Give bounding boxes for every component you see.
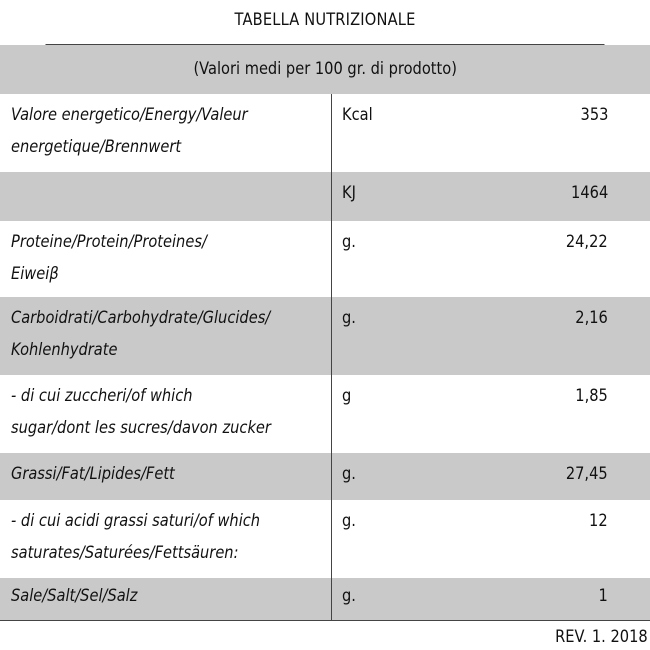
revision-label: REV. 1. 2018 [555,627,648,647]
nutrient-name-line-1: Proteine/Protein/Proteines/ [11,232,207,252]
nutrient-name [11,99,295,163]
nutrient-value-text: 2,16 [575,308,608,328]
nutrient-name [11,380,295,444]
table-row-carbohydrate [0,297,650,375]
table-row-salt [0,578,650,620]
nutrient-value-text: 1 [598,586,608,606]
nutrient-name-line-1: Grassi/Fat/Lipides/Fett [11,464,175,484]
nutrient-value [586,505,608,537]
nutrient-unit [331,221,491,297]
nutrient-name-line-2: Kohlenhydrate [11,340,118,360]
nutrient-unit-text: g [342,386,352,406]
nutrient-unit-text: g. [342,511,356,531]
nutrient-value [559,458,608,490]
nutrient-value-text: 27,45 [566,464,608,484]
table-row-sugars [0,375,650,453]
table-row-saturates [0,500,650,578]
nutrient-value-text: 12 [589,511,608,531]
nutrient-unit [331,500,491,578]
nutrient-value-text: 1464 [570,183,608,203]
nutrient-value-text: 24,22 [566,232,608,252]
nutrient-value [559,226,608,258]
table-row-protein [0,221,650,297]
nutrient-value [576,99,608,131]
nutrient-value [570,380,608,412]
nutrient-unit-text: Kcal [342,105,373,125]
nutrient-unit-text: g. [342,232,356,252]
nutrient-unit [331,172,491,221]
nutrient-name [11,226,295,290]
nutrient-unit [331,578,491,620]
nutrient-name-line-1: Sale/Salt/Sel/Salz [11,586,138,606]
nutrient-name [11,580,295,612]
nutrient-name-line-1: - di cui zuccheri/of which [11,386,193,406]
nutrient-unit [331,453,491,500]
nutrient-name-line-2: Eiweiβ [11,264,59,284]
nutrient-value [597,580,608,612]
nutrient-name-line-2: energetique/Brennwert [11,137,182,157]
table-row-energy-kcal [0,94,650,172]
nutrient-name [11,505,295,569]
table-title: TABELLA NUTRIZIONALE [46,0,605,45]
nutrient-name-line-1: Carboidrati/Carbohydrate/Glucides/ [11,308,271,328]
table-row-fat [0,453,650,500]
nutrient-value-text: 1,85 [575,386,608,406]
nutrient-unit-text: KJ [342,183,356,203]
nutrient-name [11,302,295,366]
nutrient-unit [331,94,491,172]
nutrient-name-line-2: saturates/Saturées/Fettsäuren: [11,543,239,563]
nutrient-unit-text: g. [342,586,356,606]
table-row-energy-kj [0,172,650,221]
nutrient-value [565,177,608,209]
nutrient-name-line-1: - di cui acidi grassi saturi/of which [11,511,261,531]
nutrient-value-text: 353 [580,105,608,125]
nutrient-name-line-1: Valore energetico/Energy/Valeur [11,105,248,125]
nutrient-name-line-2: sugar/dont les sucres/davon zucker [11,418,271,438]
nutrient-unit-text: g. [342,464,356,484]
table-bottom-rule [0,620,650,621]
nutrient-name [11,458,295,490]
table-subtitle-text: (Valori medi per 100 gr. di prodotto) [193,59,457,79]
nutrient-unit [331,297,491,375]
table-subtitle [0,45,650,94]
nutrient-value [570,302,608,334]
nutrient-unit-text: g. [342,308,356,328]
nutrient-unit [331,375,491,453]
